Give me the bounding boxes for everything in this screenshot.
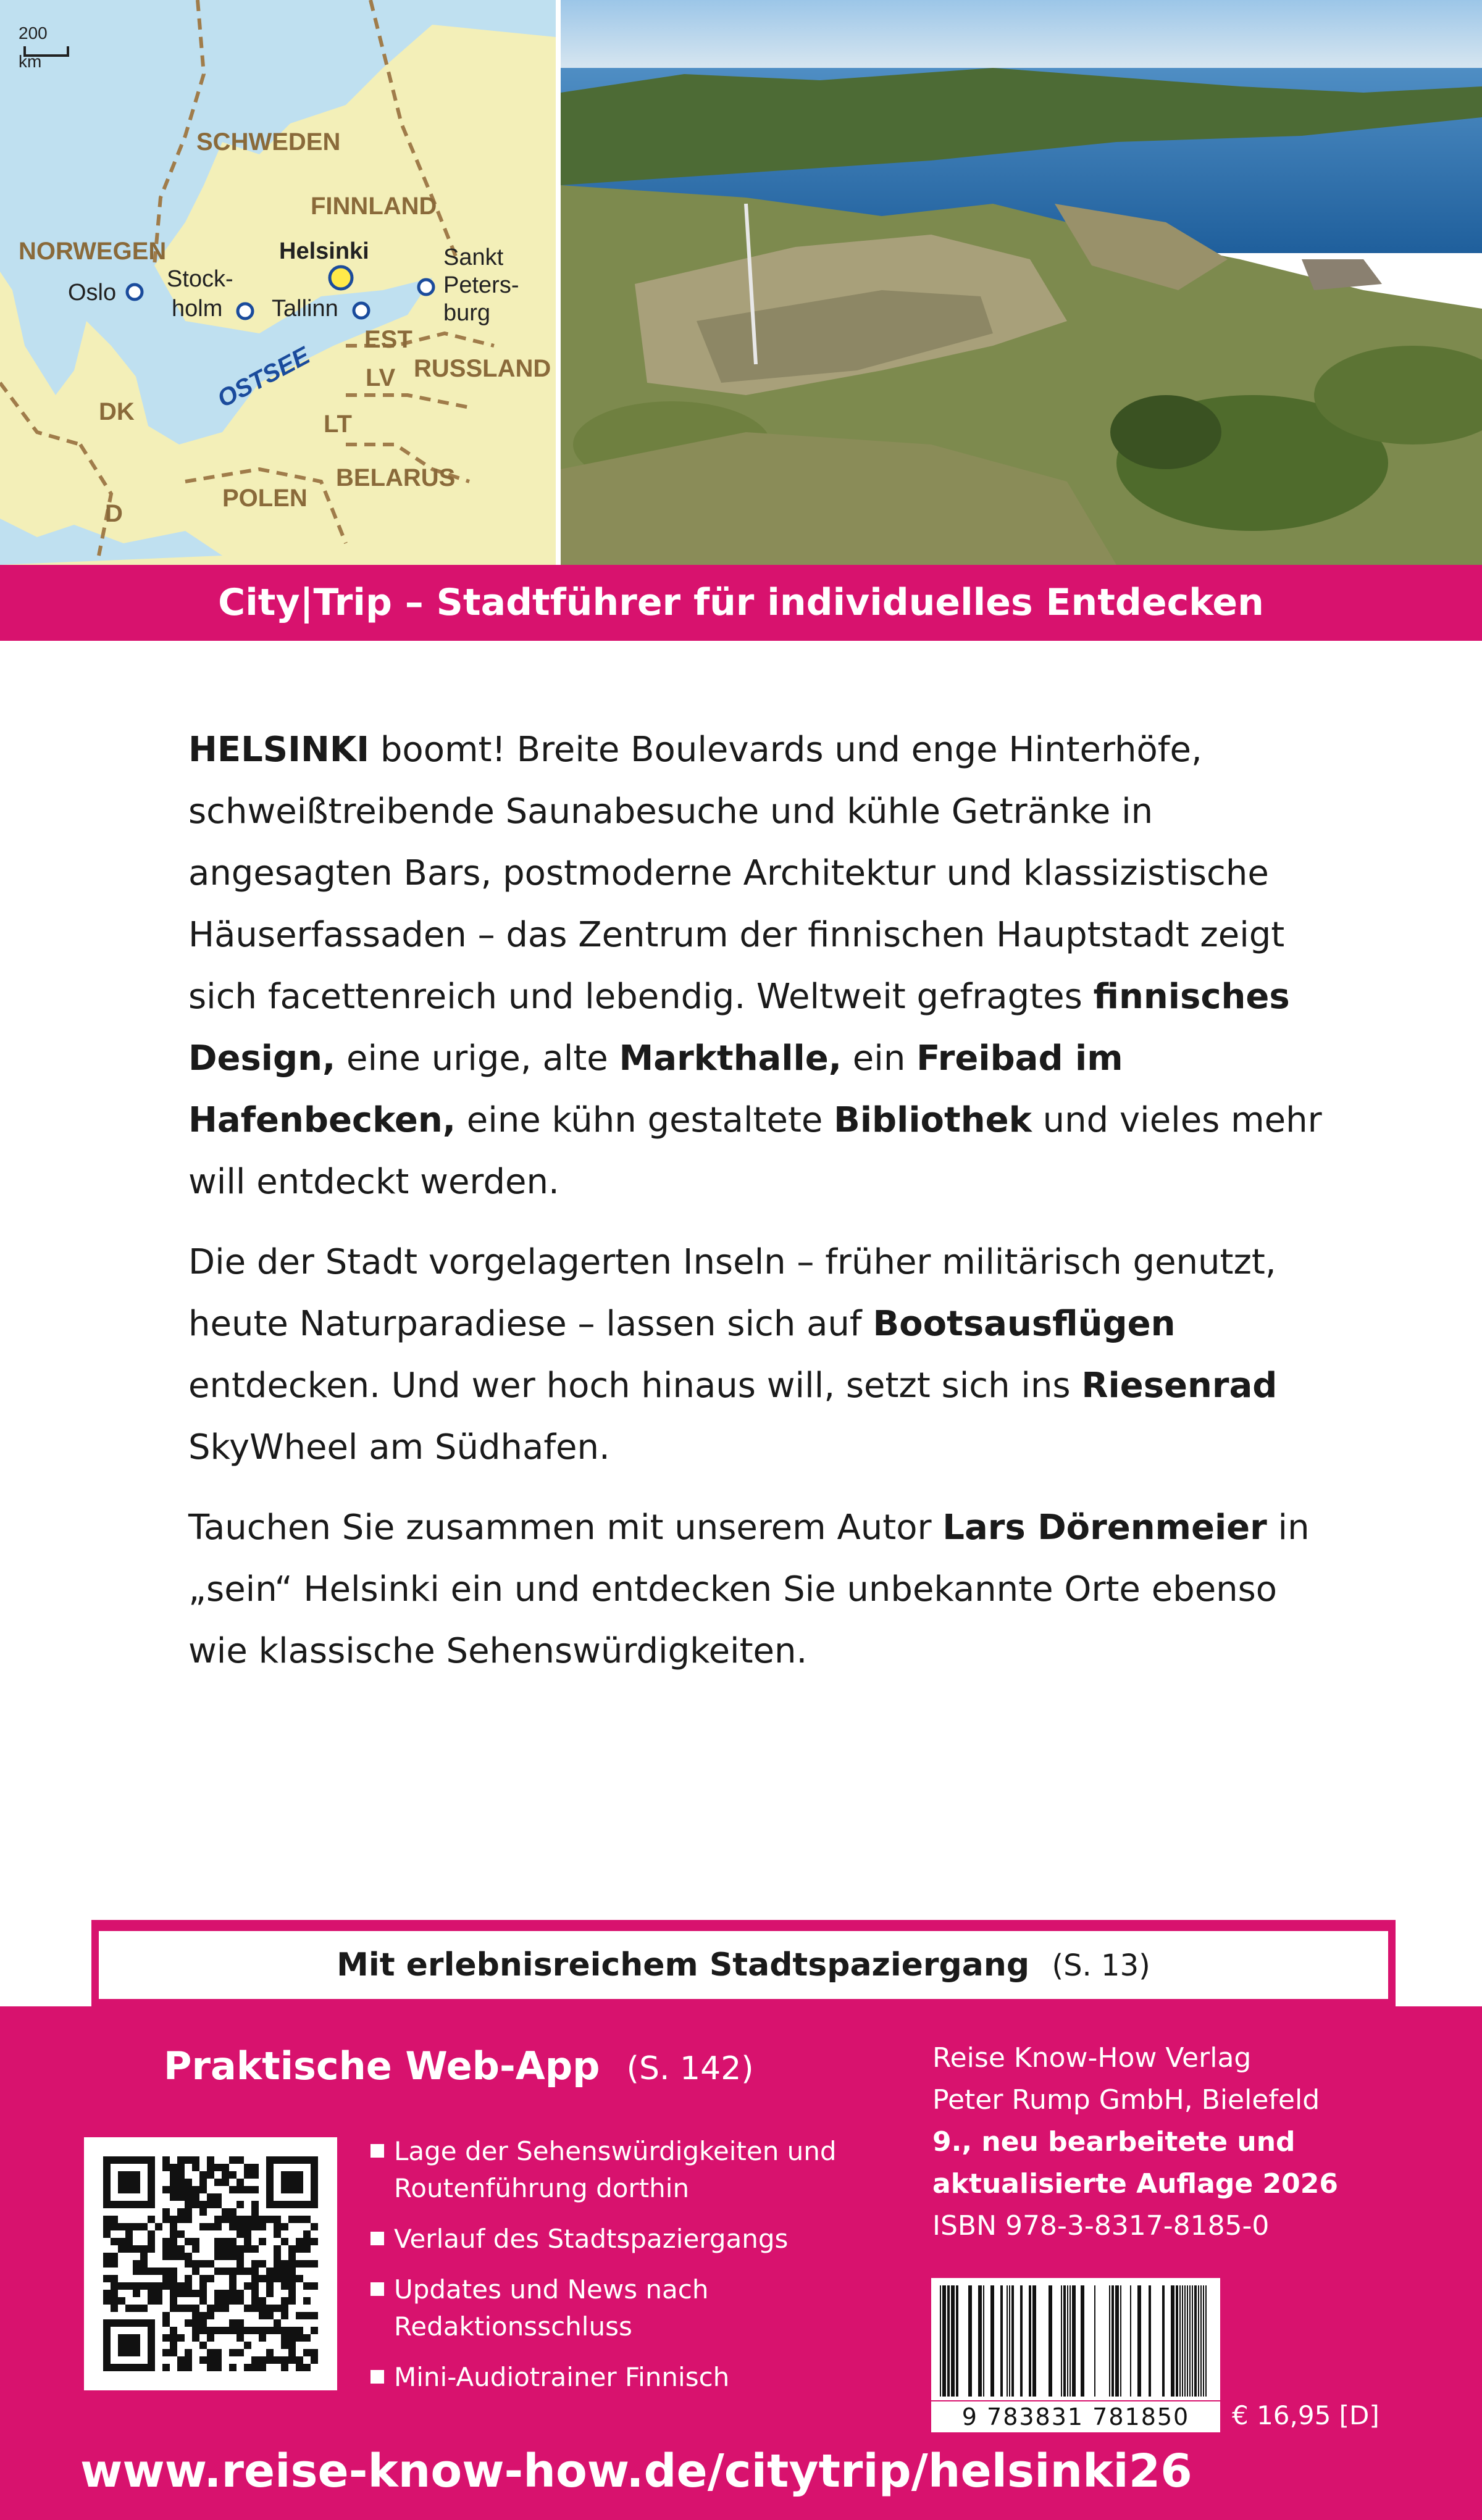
city-tallinn: Tallinn [272, 296, 338, 322]
webapp-feature-list [371, 2133, 877, 2409]
city-stpete-line3: burg [443, 300, 491, 326]
webapp-title [164, 2043, 754, 2088]
walk-box-text [99, 1931, 1388, 1999]
walk-label: Mit erlebnisreichem Stadtspaziergang [337, 1946, 1030, 1984]
webapp-title-label: Praktische Web-App [164, 2043, 600, 2088]
price: € 16,95 [D] [1232, 2400, 1379, 2430]
text-run: SkyWheel am Südhafen. [188, 1427, 610, 1467]
publisher-name: Reise Know-How Verlag [932, 2042, 1252, 2074]
barcode-graphic [931, 2278, 1220, 2400]
label-polen: POLEN [222, 485, 308, 512]
city-stpete-line2: Peters- [443, 272, 519, 298]
label-norwegen: NORWEGEN [19, 238, 167, 265]
highlight-freibad: Freibad im Hafenbecken, [188, 1038, 1123, 1140]
feature-item: Mini-Audiotrainer Finnisch [371, 2359, 877, 2396]
city-stockholm-line1: Stock- [167, 266, 233, 292]
scale-unit: km [19, 52, 42, 71]
label-d: D [105, 500, 123, 527]
publisher-address: Peter Rump GmbH, Bielefeld [932, 2084, 1320, 2116]
website-url[interactable]: www.reise-know-how.de/citytrip/helsinki26 [80, 2445, 1192, 2498]
highlight-design: finnisches Design, [188, 977, 1290, 1079]
label-ostsee: OSTSEE [213, 341, 314, 413]
fortress-photo [561, 0, 1482, 565]
fortress-photo-graphic [561, 0, 1482, 565]
overview-map [0, 0, 556, 565]
webapp-page-ref: (S. 142) [626, 2050, 754, 2087]
label-belarus: BELARUS [336, 464, 456, 491]
qr-code-graphic [84, 2137, 337, 2390]
highlight-bootsausfluege: Bootsausflügen [873, 1304, 1176, 1344]
edition-line2: aktualisierte Auflage 2026 [932, 2168, 1338, 2200]
scale-value: 200 [19, 23, 48, 43]
label-lv: LV [366, 364, 396, 391]
series-banner-text: City|Trip – Stadtführer für individuelles Entdecken [218, 581, 1264, 624]
feature-item: Verlauf des Stadtspaziergangs [371, 2221, 877, 2258]
text-run: Die der Stadt vorgelagerten Inseln – früher militärisch genutzt, heute Naturparadiese – lassen sich auf [188, 1242, 1276, 1344]
city-oslo: Oslo [68, 280, 117, 306]
label-schweden: SCHWEDEN [196, 128, 341, 156]
highlight-markthalle: Markthalle, [619, 1038, 842, 1079]
highlight-riesenrad: Riesenrad [1081, 1366, 1278, 1406]
feature-item: Updates und News nach Redaktionsschluss [371, 2271, 877, 2345]
qr-code[interactable] [84, 2137, 337, 2390]
highlight-bibliothek: Bibliothek [834, 1100, 1032, 1140]
city-helsinki: Helsinki [279, 238, 369, 264]
barcode [931, 2278, 1220, 2400]
label-finnland: FINNLAND [311, 193, 437, 220]
blurb-paragraph-2 [188, 1232, 1325, 1479]
feature-item: Lage der Sehenswürdigkeiten und Routenführung dorthin [371, 2133, 877, 2207]
text-run: eine urige, alte [335, 1038, 619, 1079]
text-run: und vieles mehr will entdeckt werden. [188, 1100, 1322, 1202]
label-russland: RUSSLAND [414, 355, 551, 382]
barcode-number: 9 783831 781850 [931, 2401, 1220, 2432]
city-stockholm-line2: holm [172, 296, 223, 322]
highlight-author: Lars Dörenmeier [942, 1508, 1267, 1548]
label-dk: DK [99, 398, 135, 425]
text-run: boomt! Breite Boulevards und enge Hinterhöfe, schweißtreibende Saunabesuche und kühle Getränke in angesagten Bars, postmoderne Architektur und klassizistische Häuserfassaden – das Zentrum der finnischen Hauptstadt zeigt sich facettenreich und lebendig. Weltweit gefragtes [188, 730, 1285, 1017]
map-scale [19, 25, 48, 70]
city-stpete-line1: Sankt [443, 244, 504, 270]
blurb-paragraph-1 [188, 719, 1325, 1213]
edition-line1: 9., neu bearbeitete und [932, 2126, 1296, 2158]
label-lt: LT [324, 411, 352, 438]
text-run: ein [842, 1038, 917, 1079]
text-run: eine kühn gestaltete [456, 1100, 834, 1140]
text-run: entdecken. Und wer hoch hinaus will, setzt sich ins [188, 1366, 1082, 1406]
text-run: in „sein“ Helsinki ein und entdecken Sie unbekannte Orte ebenso wie klassische Sehenswürdigkeiten. [188, 1508, 1310, 1671]
highlight-helsinki: HELSINKI [188, 730, 370, 770]
walk-page-ref: (S. 13) [1052, 1948, 1150, 1983]
isbn: ISBN 978-3-8317-8185-0 [932, 2210, 1270, 2242]
publisher-info [932, 2037, 1338, 2247]
text-run: Tauchen Sie zusammen mit unserem Autor [188, 1508, 943, 1548]
blurb-paragraph-3 [188, 1497, 1325, 1682]
label-est: EST [364, 326, 412, 353]
blurb [188, 719, 1325, 1701]
